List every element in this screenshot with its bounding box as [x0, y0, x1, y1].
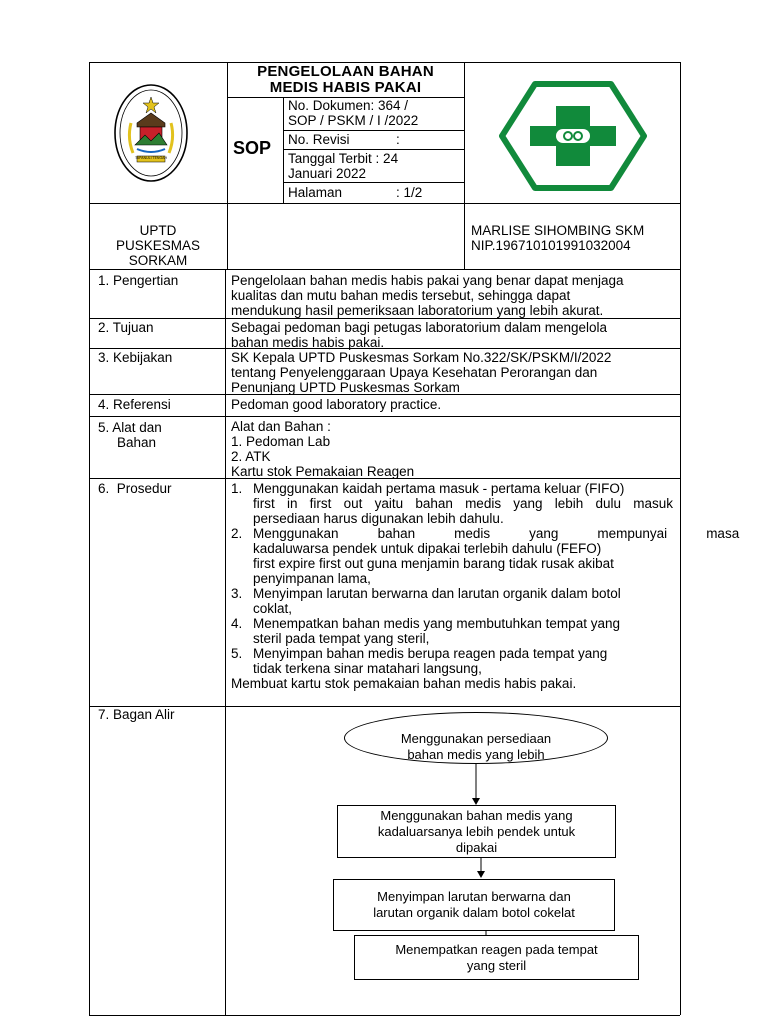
page-label: Halaman	[288, 185, 343, 200]
text-line: first expire first out guna menjamin barang tidak rusak akibat	[253, 556, 614, 571]
alat-item: 1. Pedoman Lab	[231, 434, 331, 449]
step-number: 4.	[231, 616, 243, 631]
flowchart-step-node	[354, 935, 639, 980]
section-label-bagan-alir: 7. Bagan Alir	[98, 707, 175, 722]
text-line: Menyimpan larutan berwarna dan larutan organik dalam botol	[253, 586, 621, 601]
revision-label: No. Revisi	[288, 132, 350, 147]
section-body-referensi: Pedoman good laboratory practice.	[231, 397, 442, 412]
text-line: tentang Penyelenggaraan Upaya Kesehatan Perorangan dan	[231, 365, 598, 380]
node-line: dipakai	[455, 839, 498, 855]
section-label-kebijakan: 3. Kebijakan	[98, 350, 173, 365]
text-line: SK Kepala UPTD Puskesmas Sorkam No.322/SK/PSKM/I/2022	[231, 350, 612, 365]
step-number: 2.	[231, 526, 243, 541]
alat-item: 2. ATK	[231, 449, 271, 464]
text-line: kadaluwarsa pendek untuk dipakai terlebih dahulu (FEFO)	[253, 541, 602, 556]
text-line: steril pada tempat yang steril,	[253, 631, 430, 646]
title-line-2: MEDIS HABIS PAKAI	[269, 79, 422, 96]
text-line: Menggunakan bahan medis yang mempunyai masa	[253, 526, 740, 541]
node-line: Menempatkan reagen pada tempat	[395, 941, 598, 957]
alat-footer: Kartu stok Pemakaian Reagen	[231, 464, 415, 479]
text-line: mendukung hasil pemeriksaan laboratorium yang lebih akurat.	[231, 303, 604, 318]
node-line: bahan medis yang lebih	[407, 747, 545, 762]
flowchart-start-node	[344, 712, 608, 764]
node-line: kadaluarsanya lebih pendek untuk	[377, 823, 576, 839]
text-line: Menempatkan bahan medis yang membutuhkan tempat yang	[253, 616, 620, 631]
sop-label: SOP	[233, 138, 272, 158]
alat-heading: Alat dan Bahan :	[231, 419, 331, 434]
node-line: Menyimpan larutan berwarna dan	[377, 889, 571, 904]
text-line: Menyimpan bahan medis berupa reagen pada tempat yang	[253, 646, 608, 661]
prosedur-closing: Membuat kartu stok pemakaian bahan medis habis pakai.	[231, 676, 577, 691]
arrowhead-2	[477, 871, 485, 878]
node-line: larutan organik dalam botol cokelat	[373, 905, 575, 920]
text-line: penyimpanan lama,	[253, 571, 371, 586]
text-line: bahan medis habis pakai.	[231, 335, 385, 350]
arrowhead-1	[472, 798, 480, 805]
step-number: 3.	[231, 586, 243, 601]
org-line-2: PUSKESMAS	[115, 238, 201, 253]
section-label-pengertian: 1. Pengertian	[98, 273, 179, 288]
issue-date-line-1: Tanggal Terbit : 24	[288, 151, 399, 166]
section-label-referensi: 4. Referensi	[98, 397, 171, 412]
step-number: 1.	[231, 481, 243, 496]
issue-date-line-2: Januari 2022	[288, 166, 367, 181]
flowchart-step-node	[337, 805, 616, 858]
page-value: : 1/2	[396, 185, 423, 200]
org-line-3: SORKAM	[128, 253, 188, 268]
text-line: Sebagai pedoman bagi petugas laboratorium dalam mengelola	[231, 320, 608, 335]
label-line-2: Bahan	[117, 435, 157, 450]
doc-number-line-2: SOP / PSKM / I /2022	[288, 113, 419, 128]
text-line: Menggunakan kaidah pertama masuk - pertama keluar (FIFO)	[253, 481, 625, 496]
node-line: yang steril	[466, 957, 527, 973]
text-line: persediaan harus digunakan lebih dahulu.	[253, 511, 504, 526]
revision-value: :	[396, 132, 400, 147]
step-number: 5.	[231, 646, 243, 661]
doc-number-line-1: No. Dokumen: 364 /	[288, 98, 409, 113]
signer-name: MARLISE SIHOMBING SKM	[471, 223, 645, 238]
section-label-tujuan: 2. Tujuan	[98, 320, 154, 335]
text-line: coklat,	[253, 601, 293, 616]
node-line: Menggunakan persediaan	[400, 731, 552, 746]
text-line: Penunjang UPTD Puskesmas Sorkam	[231, 380, 460, 395]
signer-nip: NIP.196710101991032004	[471, 238, 631, 253]
title-line-1: PENGELOLAAN BAHAN	[257, 63, 434, 80]
flowchart-step-node	[333, 879, 615, 931]
section-label-prosedur: 6. Prosedur	[98, 481, 172, 496]
org-line-1: UPTD	[139, 223, 177, 238]
node-line: Menggunakan bahan medis yang	[380, 807, 573, 823]
text-line: tidak terkena sinar matahari langsung,	[253, 661, 482, 676]
text-line: Pengelolaan bahan medis habis pakai yang benar dapat menjaga	[231, 273, 624, 288]
text-line: kualitas dan mutu bahan medis tersebut, sehingga dapat	[231, 288, 571, 303]
crest-ribbon-text: TAPANULI TENGAH	[134, 156, 168, 160]
text-line: first in first out yaitu bahan medis yang lebih dulu masuk	[253, 496, 673, 511]
label-line-1: 5. Alat dan	[98, 420, 162, 435]
